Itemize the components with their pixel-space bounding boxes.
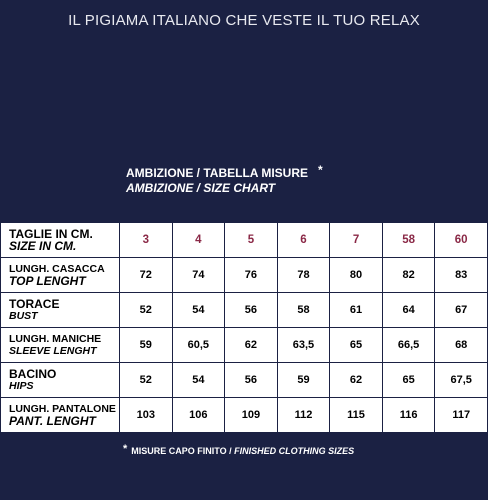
table-row [1,328,488,363]
table-cell: 112 [277,398,330,433]
table-row [1,258,488,293]
row-label-it: LUNGH. MANICHE [9,333,102,345]
asterisk-mark: * [318,163,323,177]
size-header-cell: 58 [382,223,435,258]
table-cell: 103 [120,398,173,433]
table-cell: 106 [172,398,225,433]
row-label [1,398,120,433]
size-header-label-en: SIZE IN CM. [9,239,77,253]
row-label-en: TOP LENGHT [9,274,86,288]
table-cell: 59 [120,328,173,363]
table-cell: 52 [120,363,173,398]
table-cell: 68 [435,328,488,363]
brand-tagline: IL PIGIAMA ITALIANO CHE VESTE IL TUO RELAX [68,12,420,29]
table-cell: 80 [330,258,383,293]
size-header-cell: 4 [172,223,225,258]
table-cell: 115 [330,398,383,433]
table-cell: 67 [435,293,488,328]
size-header-row [1,223,488,258]
table-cell: 82 [382,258,435,293]
table-cell: 116 [382,398,435,433]
size-table [0,222,488,433]
size-header-label [1,223,120,258]
chart-title-text: AMBIZIONE / TABELLA MISURE [126,166,308,180]
table-cell: 58 [277,293,330,328]
table-cell: 65 [330,328,383,363]
table-cell: 61 [330,293,383,328]
row-label [1,258,120,293]
size-header-cell: 6 [277,223,330,258]
row-label-en: PANT. LENGHT [9,414,96,428]
table-cell: 62 [330,363,383,398]
table-cell: 63,5 [277,328,330,363]
row-label-en: SLEEVE LENGHT [9,345,97,357]
row-label-it: LUNGH. PANTALONE [9,403,116,415]
table-cell: 66,5 [382,328,435,363]
footnote-text-en: FINISHED CLOTHING SIZES [234,446,355,456]
size-header-cell: 3 [120,223,173,258]
table-cell: 60,5 [172,328,225,363]
table-cell: 54 [172,293,225,328]
table-cell: 109 [225,398,278,433]
table-cell: 117 [435,398,488,433]
table-cell: 67,5 [435,363,488,398]
row-label [1,363,120,398]
table-cell: 54 [172,363,225,398]
row-label-it: TORACE [9,297,60,311]
table-cell: 56 [225,293,278,328]
table-cell: 83 [435,258,488,293]
table-row [1,363,488,398]
table-row [1,398,488,433]
table-cell: 74 [172,258,225,293]
row-label-it: BACINO [9,367,57,381]
row-label-en: HIPS [9,380,34,392]
row-label [1,328,120,363]
table-cell: 56 [225,363,278,398]
row-label-en: BUST [9,310,38,322]
table-cell: 59 [277,363,330,398]
table-cell: 78 [277,258,330,293]
chart-subtitle: AMBIZIONE / SIZE CHART [126,181,276,195]
table-cell: 65 [382,363,435,398]
table-cell: 76 [225,258,278,293]
size-header-label-it: TAGLIE IN CM. [9,227,93,241]
row-label-it: LUNGH. CASACCA [9,263,105,275]
table-row [1,293,488,328]
footnote-text-it: MISURE CAPO FINITO / [131,446,232,456]
table-cell: 64 [382,293,435,328]
footnote [123,445,354,457]
asterisk-mark: * [123,443,128,455]
row-label [1,293,120,328]
table-cell: 52 [120,293,173,328]
table-cell: 62 [225,328,278,363]
chart-title [126,163,323,181]
size-header-cell: 60 [435,223,488,258]
table-cell: 72 [120,258,173,293]
size-header-cell: 7 [330,223,383,258]
size-header-cell: 5 [225,223,278,258]
